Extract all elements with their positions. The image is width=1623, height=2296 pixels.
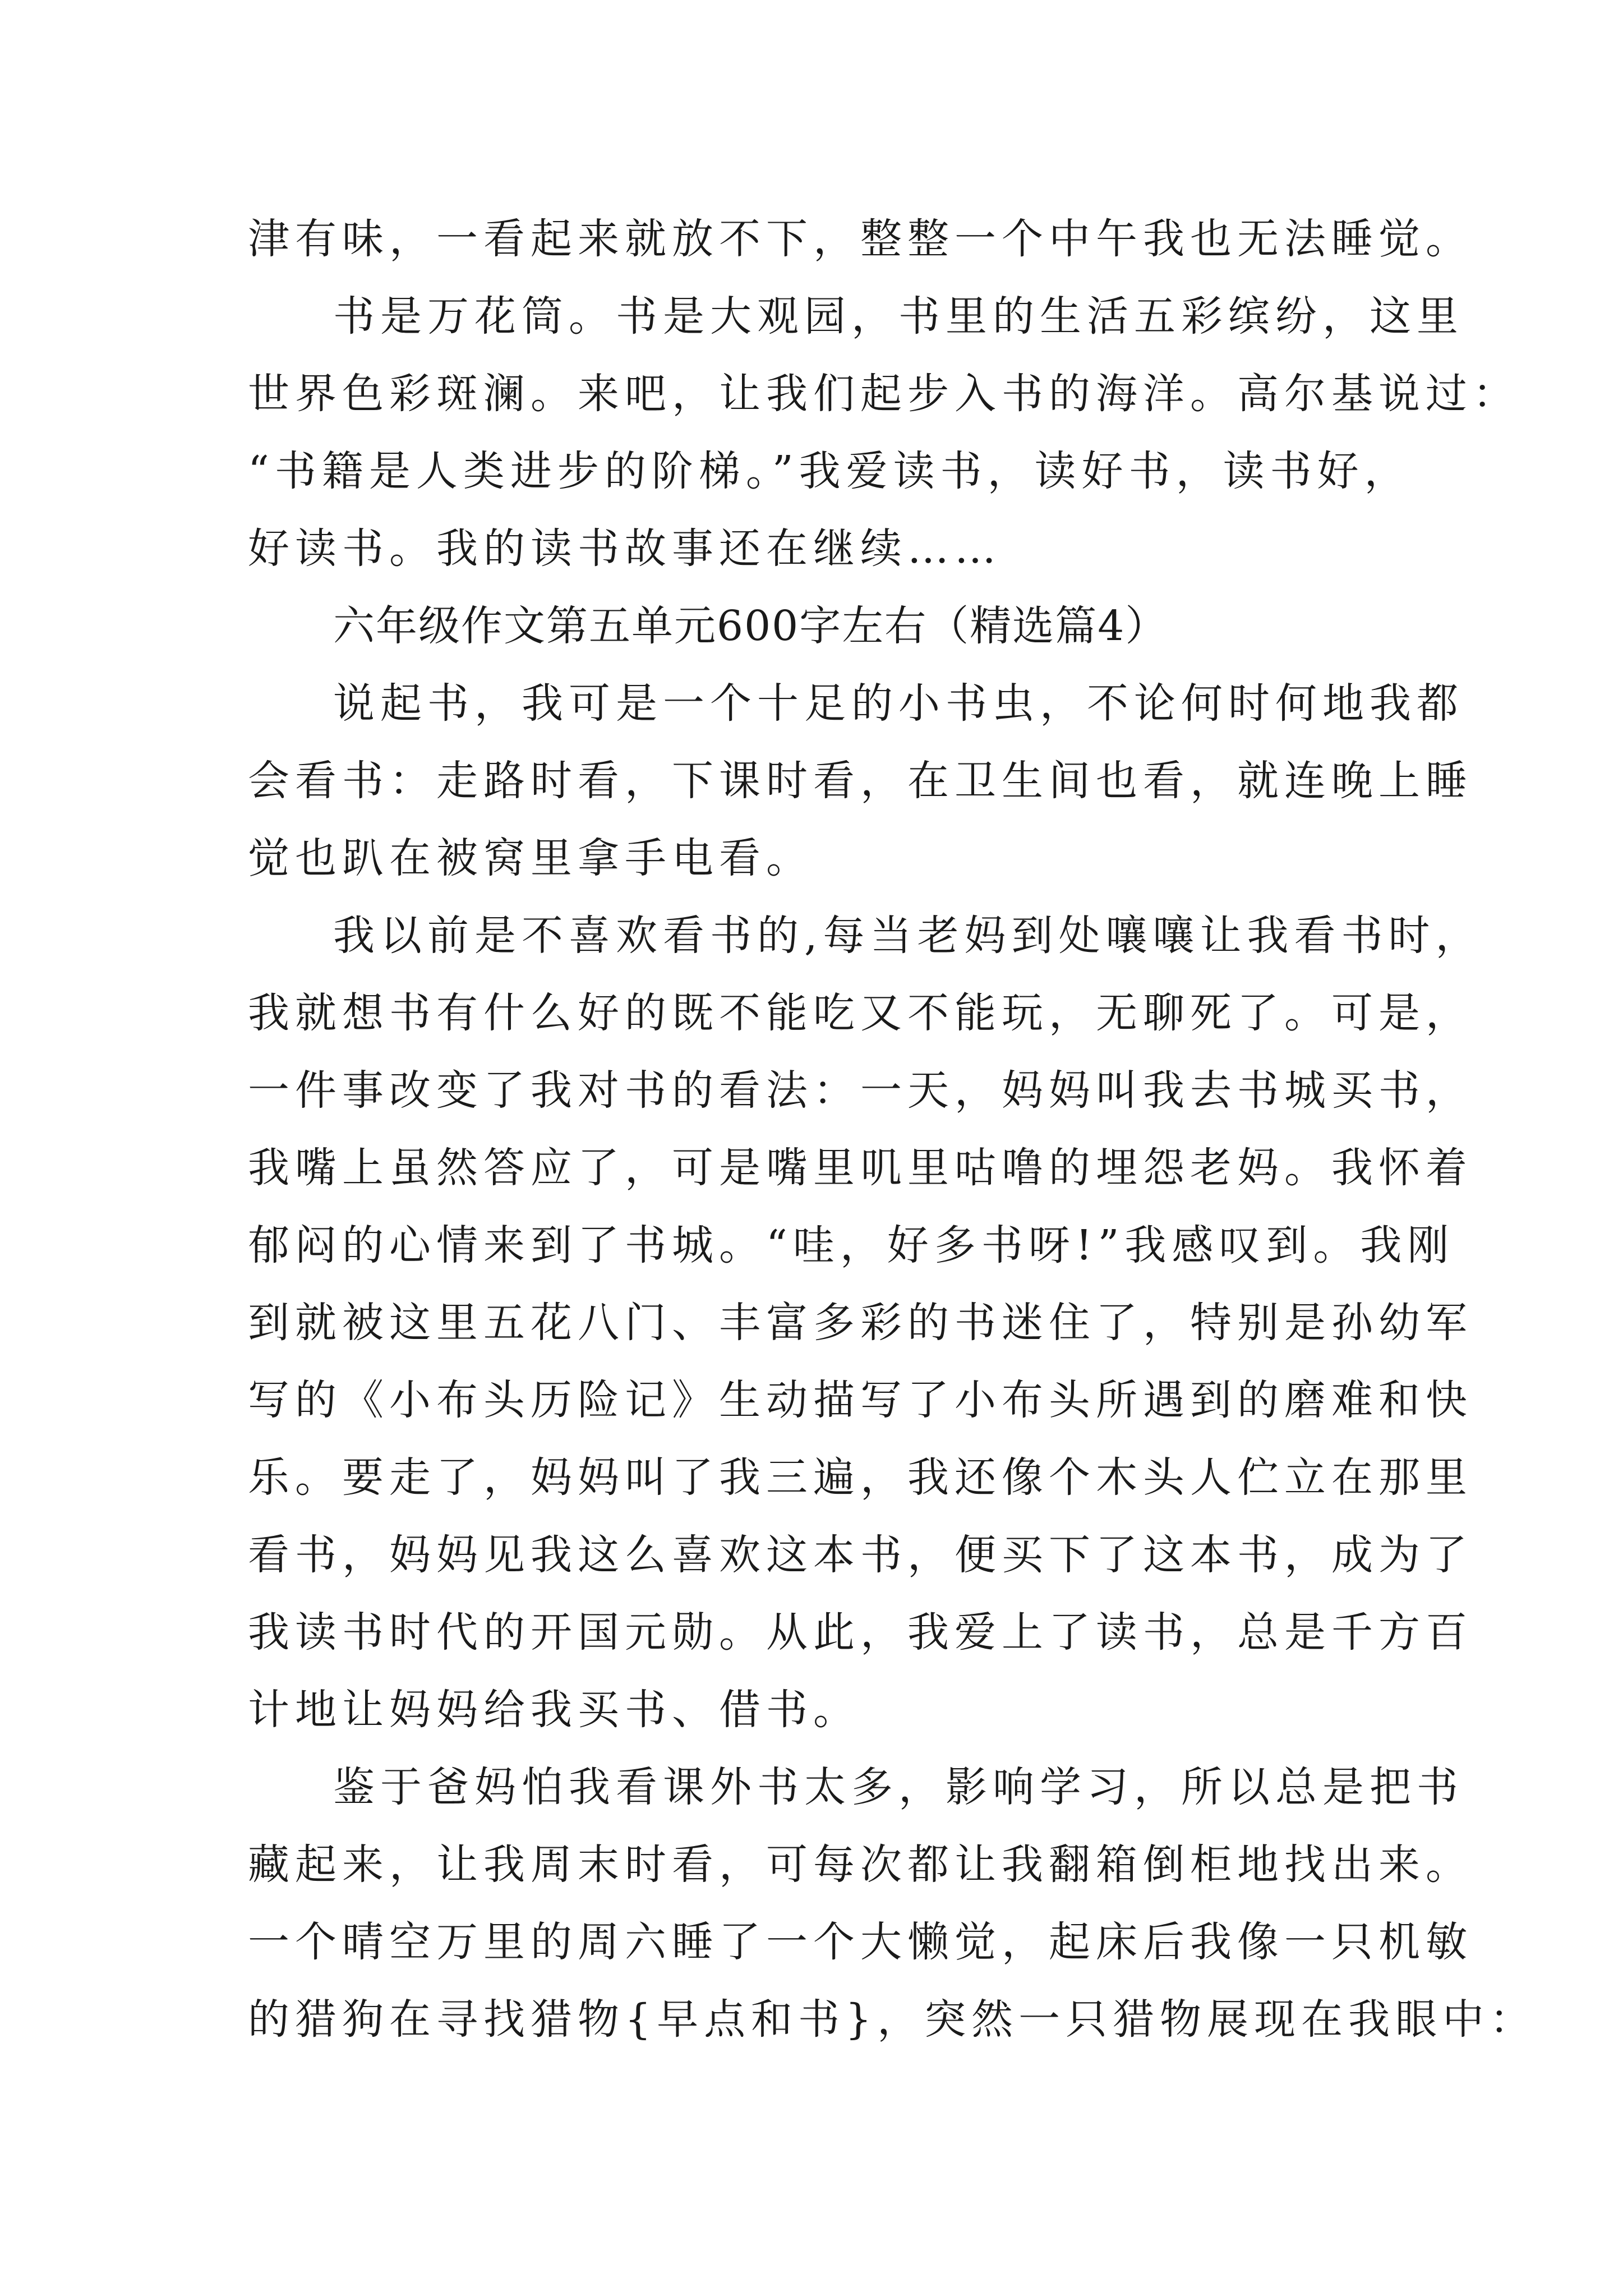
text-line: 说起书，我可是一个十足的小书虫，不论何时何地我都 xyxy=(333,679,1464,728)
text-line: 鉴于爸妈怕我看课外书太多，影响学习，所以总是把书 xyxy=(333,1763,1464,1811)
text-line: 计地让妈妈给我买书、借书。 xyxy=(248,1686,860,1734)
text-line: “书籍是人类进步的阶梯。”我爱读书，读好书，读书好， xyxy=(248,447,1412,495)
text-line: 我以前是不喜欢看书的,每当老妈到处嚷嚷让我看书时， xyxy=(333,912,1483,960)
text-line: 书是万花筒。书是大观园，书里的生活五彩缤纷，这里 xyxy=(333,292,1464,341)
text-line: 会看书：走路时看，下课时看，在卫生间也看，就连晚上睡 xyxy=(248,757,1473,805)
text-line: 乐。要走了，妈妈叫了我三遍，我还像个木头人伫立在那里 xyxy=(248,1453,1473,1502)
text-line: 好读书。我的读书故事还在继续…… xyxy=(248,524,1002,573)
text-line: 一件事改变了我对书的看法：一天，妈妈叫我去书城买书， xyxy=(248,1066,1473,1115)
text-line: 看书，妈妈见我这么喜欢这本书，便买下了这本书，成为了 xyxy=(248,1531,1473,1579)
text-line: 我嘴上虽然答应了，可是嘴里叽里咕噜的埋怨老妈。我怀着 xyxy=(248,1144,1473,1192)
text-line: 写的《小布头历险记》生动描写了小布头所遇到的磨难和快 xyxy=(248,1376,1473,1424)
text-line: 郁闷的心情来到了书城。“哇，好多书呀!”我感叹到。我刚 xyxy=(248,1221,1455,1269)
text-line: 藏起来，让我周末时看，可每次都让我翻箱倒柜地找出来。 xyxy=(248,1841,1473,1889)
text-line: 觉也趴在被窝里拿手电看。 xyxy=(248,834,813,882)
text-line: 一个晴空万里的周六睡了一个大懒觉，起床后我像一只机敏 xyxy=(248,1918,1473,1966)
text-line: 的猎狗在寻找猎物{早点和书}，突然一只猎物展现在我眼中： xyxy=(248,1995,1537,2044)
text-line: 我就想书有什么好的既不能吃又不能玩，无聊死了。可是， xyxy=(248,989,1473,1037)
section-heading: 六年级作文第五单元600字左右（精选篇4） xyxy=(333,602,1168,650)
text-line: 津有味，一看起来就放不下，整整一个中午我也无法睡觉。 xyxy=(248,215,1473,263)
text-line: 世界色彩斑澜。来吧，让我们起步入书的海洋。高尔基说过： xyxy=(248,370,1520,418)
text-line: 我读书时代的开国元勋。从此，我爱上了读书，总是千方百 xyxy=(248,1608,1473,1657)
text-line: 到就被这里五花八门、丰富多彩的书迷住了，特别是孙幼军 xyxy=(248,1299,1473,1347)
